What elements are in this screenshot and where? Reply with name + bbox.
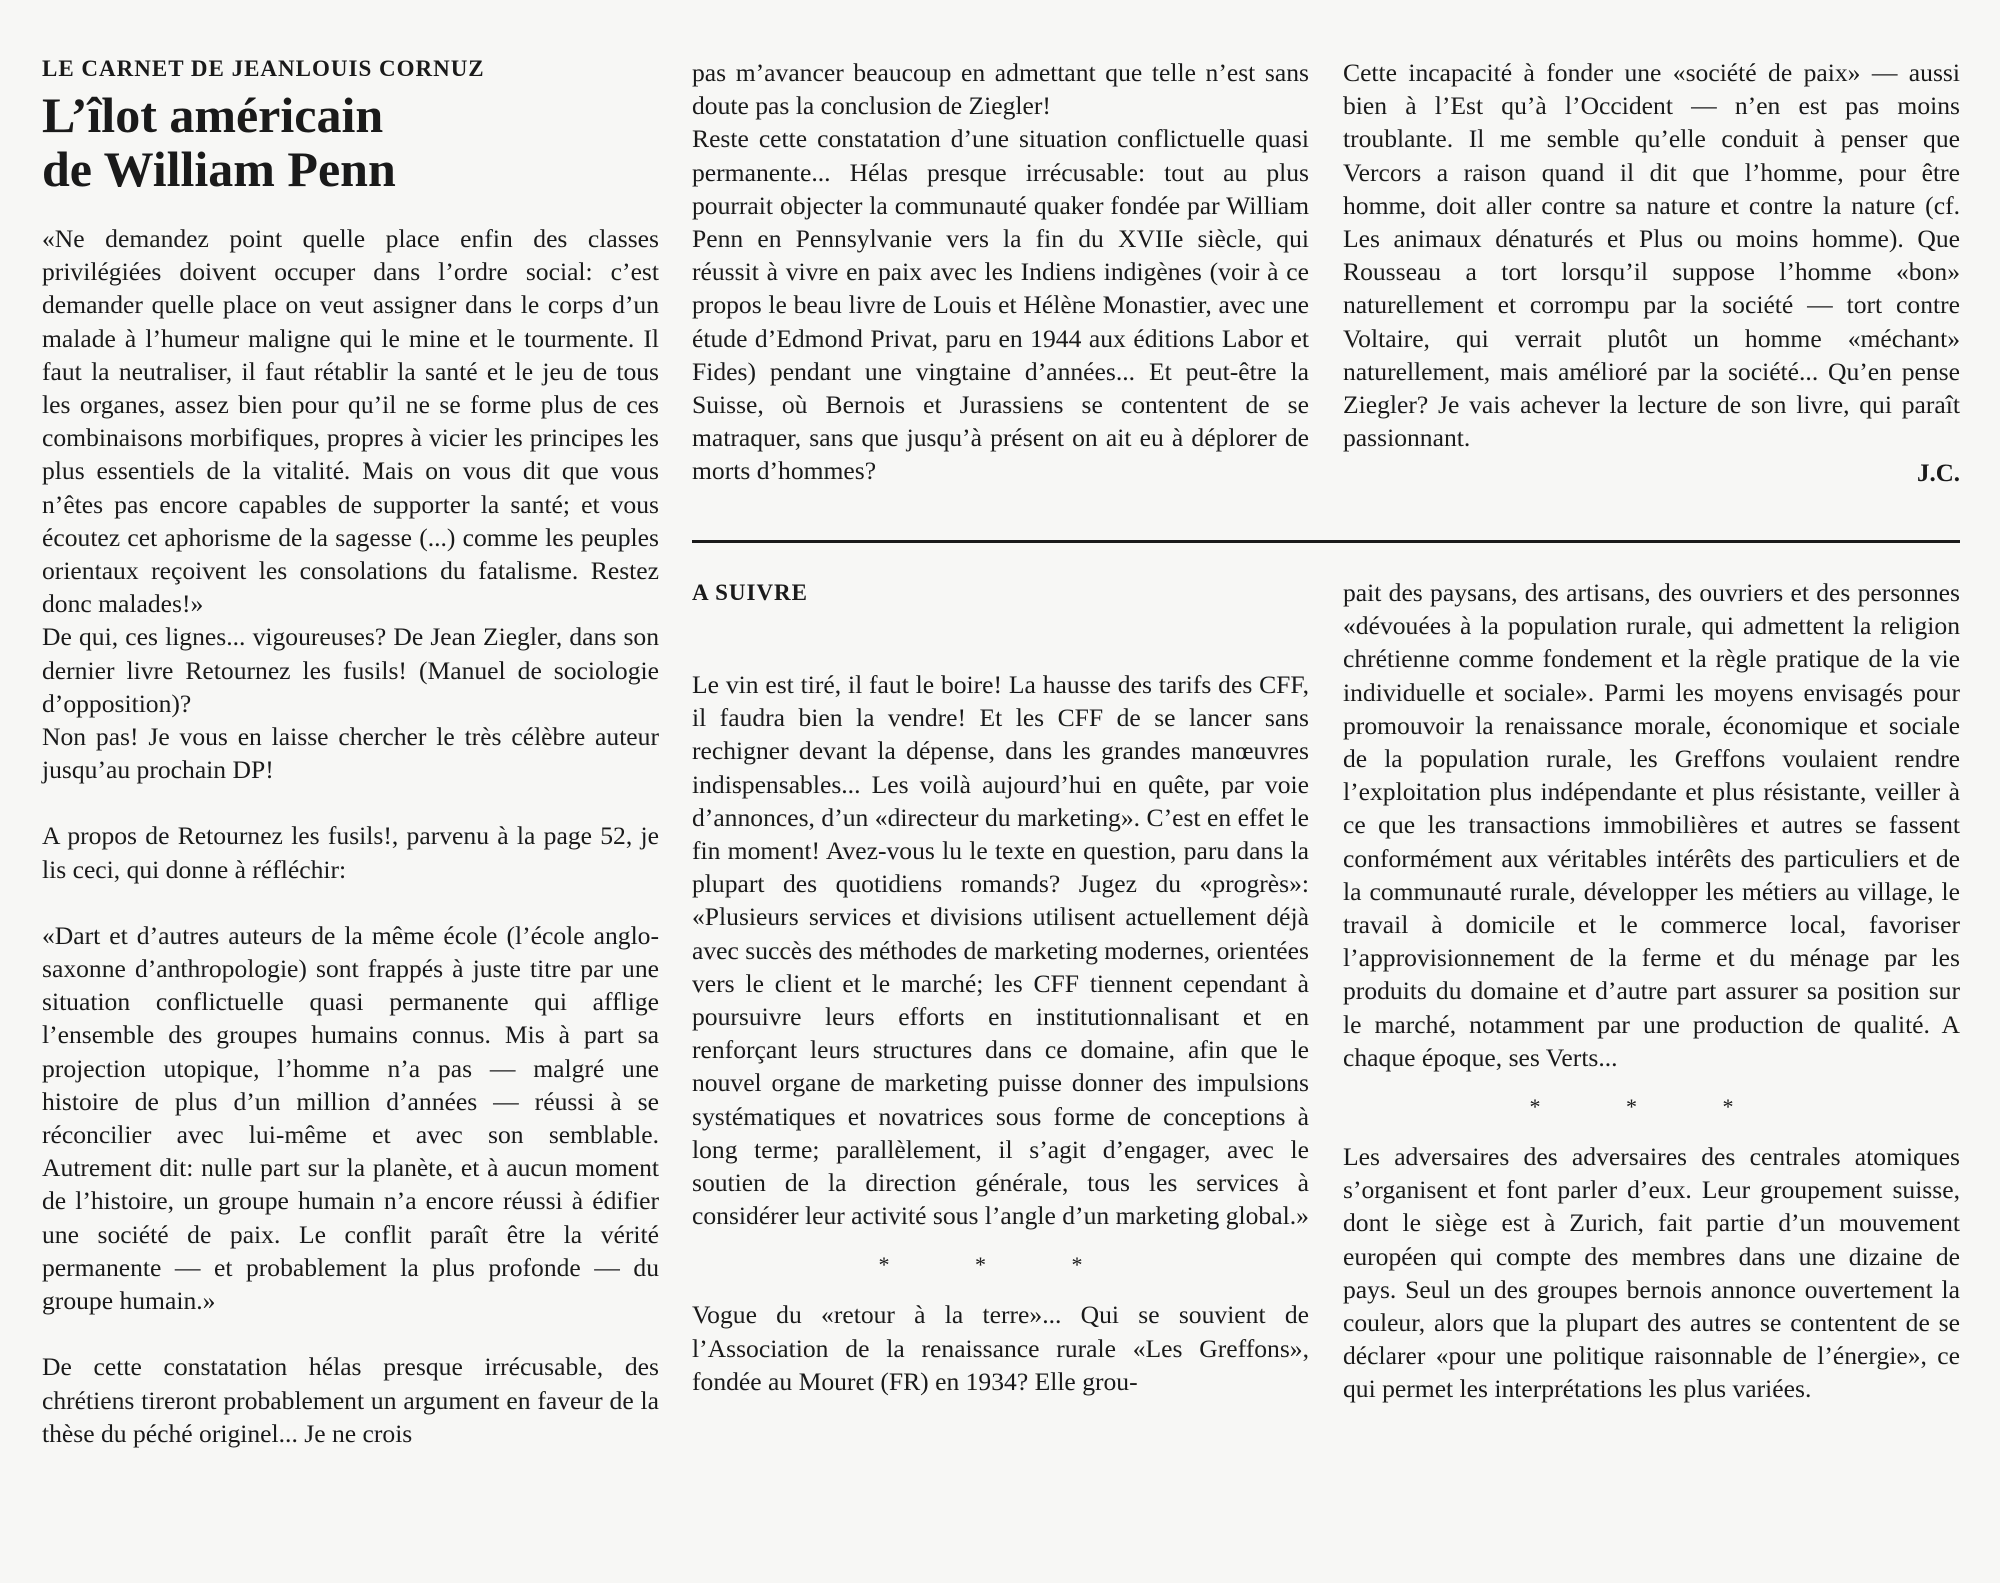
paragraph: De qui, ces lignes... vigoureuses? De Jean Ziegler, dans son dernier livre Retournez les fusils! (Manuel de sociologie d’opposition)? xyxy=(42,622,659,718)
paragraph: Reste cette constatation d’une situation conflictuelle quasi permanente... Hélas presque irrécusable: tout au plus pourrait objecter la communauté quaker fondée par William Penn en Pennsylvanie vers la fin du XVIIe siècle, qui réussit à vivre en paix avec les Indiens indigènes (voir à ce propos le beau livre de Louis et Hélène Monastier, avec une étude d’Edmond Privat, paru en 1944 aux éditions Labor et Fides) pendant une vingtaine d’années... Et peut-être la Suisse, où Bernois et Jurassiens se contentent de se matraquer, sans que jusqu’à présent on ait eu à déplorer de morts d’hommes? xyxy=(692,124,1309,486)
section-kicker: LE CARNET DE JEANLOUIS CORNUZ xyxy=(42,56,485,81)
section-label: A SUIVRE xyxy=(692,580,809,605)
signature: J.C. xyxy=(1916,460,1960,488)
separator-stars: * * * xyxy=(1529,1094,1774,1120)
paragraph: A propos de Retournez les fusils!, parvenu à la page 52, je lis ceci, qui donne à réfléchir: xyxy=(42,821,659,884)
paragraph: «Ne demandez point quelle place enfin des classes privilégiées doivent occuper dans l’ordre social: c’est demander quelle place on veut assigner dans le corps d’un malade à l’humeur maligne qui le mine et le tourmente. Il faut la neutraliser, il faut rétablir la santé et le jeu de tous les organes, assez bien pour qu’il ne se forme plus de ces combinaisons morbifiques, propres à vicier les principes les plus essentiels de la vitalité. Mais on vous dit que vous n’êtes pas encore capables de supporter la santé; et vous écoutez cet aphorisme de la sagesse (...) comme les peuples orientaux reçoivent les consolations du fatalisme. Restez donc malades!» xyxy=(42,224,659,619)
separator-stars: * * * xyxy=(878,1252,1123,1278)
paragraph: Les adversaires des adversaires des centrales atomiques s’organisent et font parler d’eux. Leur groupement suisse, dont le siège est à Zurich, fait partie d’un mouvement européen qui compte des membres dans une dizaine de pays. Seul un des groupes bernois annonce ouvertement la couleur, alors que la plupart des autres se contentent de se déclarer «pour une politique raisonnable de l’énergie», ce qui permet les interprétations les plus variées. xyxy=(1343,1142,1960,1404)
paragraph: «Dart et d’autres auteurs de la même école (l’école anglo-saxonne d’anthropologie) sont frappés à juste titre par une situation conflictuelle quasi permanente qui afflige l’ensemble des groupes humains connus. Mis à part sa projection utopique, l’homme n’a pas — malgré une histoire de plus d’un million d’années — réussi à se réconcilier avec lui-même et avec son semblable. Autrement dit: nulle part sur la planète, et à aucun moment de l’histoire, un groupe humain n’a encore réussi à édifier une société de paix. Le conflit paraît être la vérité permanente — et probablement la plus profonde — du groupe humain.» xyxy=(42,920,659,1316)
carnet-column-3 xyxy=(1343,56,1960,488)
article-headline: L’îlot américain de William Penn xyxy=(42,87,396,197)
paragraph: Vogue du «retour à la terre»... Qui se souvient de l’Association de la renaissance rurale «Les Greffons», fondée au Mouret (FR) en 1934? Elle grou- xyxy=(692,1300,1309,1396)
paragraph: pait des paysans, des artisans, des ouvriers et des personnes «dévouées à la population rurale, qui admettent la religion chrétienne comme fondement et la règle pratique de la vie individuelle et sociale». Parmi les moyens envisagés pour promouvoir la renaissance morale, économique et sociale de la population rurale, les Greffons voulaient rendre l’exploitation plus indépendante et plus résistante, veiller à ce que les transactions immobilières et autres se fassent conformément aux véritables intérêts des particuliers et de la communauté rurale, développer les métiers au village, le travail à domicile et le commerce local, favoriser l’approvisionnement de la ferme et du ménage par les produits du domaine et d’autre part assurer sa position sur le marché, notamment par une production de qualité. A chaque époque, ses Verts... xyxy=(1343,578,1960,1072)
paragraph: pas m’avancer beaucoup en admettant que telle n’est sans doute pas la conclusion de Ziegler! xyxy=(692,58,1309,121)
paragraph: Non pas! Je vous en laisse chercher le très célèbre auteur jusqu’au prochain DP! xyxy=(42,722,659,785)
paragraph: Le vin est tiré, il faut le boire! La hausse des tarifs des CFF, il faudra bien la vendre! Et les CFF de se lancer sans rechigner devant la dépense, dans les grandes manœuvres indispensables... Les voilà aujourd’hui en quête, par voie d’annonces, d’un «directeur du marketing». C’est en effet le fin moment! Avez-vous lu le texte en question, paru dans la plupart des quotidiens romands? Jugez du «progrès»: «Plusieurs services et divisions utilisent actuellement déjà avec succès des méthodes de marketing modernes, orientées vers le client et le marché; les CFF tiennent cependant à poursuivre leurs efforts en institutionnalisant et en renforçant leurs structures dans ce domaine, afin que le nouvel organe de marketing puisse donner des impulsions systématiques et novatrices sous forme de conceptions à long terme; parallèlement, il s’agit d’engager, avec le soutien de la direction générale, tous les services à considérer leur activité sous l’angle d’un marketing global.» xyxy=(692,670,1309,1231)
suivre-column-3 xyxy=(1343,576,1960,1406)
paragraph: Cette incapacité à fonder une «société de paix» — aussi bien à l’Est qu’à l’Occident — n’en est pas moins troublante. Il me semble qu’elle conduit à penser que Vercors a raison quand il dit que l’homme, pour être homme, doit aller contre sa nature et contre la nature (cf. Les animaux dénaturés et Plus ou moins homme). Que Rousseau a tort lorsqu’il suppose l’homme «bon» naturellement et corrompu par la société — tort contre Voltaire, qui verrait plutôt un homme «méchant» naturellement, mais amélioré par la société... Qu’en pense Ziegler? Je vais achever la lecture de son livre, qui paraît passionnant. xyxy=(1343,58,1960,453)
carnet-column-1 xyxy=(42,56,659,1450)
suivre-column-2 xyxy=(692,580,1309,1398)
section-divider xyxy=(692,540,1960,543)
paragraph: De cette constatation hélas presque irrécusable, des chrétiens tireront probablement un argument en faveur de la thèse du péché originel... Je ne crois xyxy=(42,1352,659,1448)
carnet-column-2 xyxy=(692,56,1309,488)
